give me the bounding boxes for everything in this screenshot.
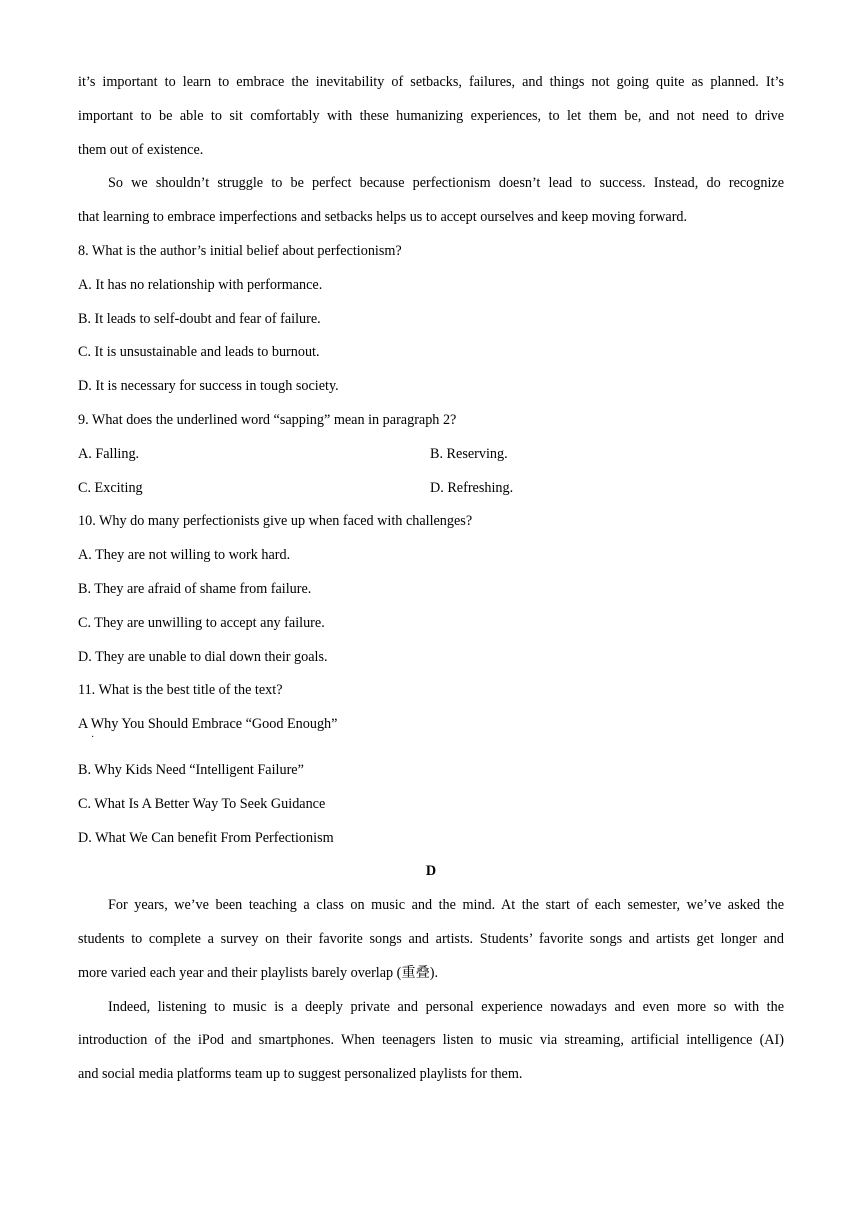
question-8 [78,235,784,404]
question-9 [78,404,784,505]
passage-d-paragraph-2 [78,991,784,1092]
passage-d-paragraph-1 [78,889,784,990]
option-a: A. It has no relationship with performance. [78,276,323,293]
text-line: For years, we’ve been teaching a class on music and the mind. At the start of each semester, we’ve asked the [108,897,784,914]
option-c: C. It is unsustainable and leads to burnout. [78,344,320,361]
option-c: C. Exciting [78,479,143,496]
option-b: B. They are afraid of shame from failure. [78,580,312,597]
option-b: B. Why Kids Need “Intelligent Failure” [78,761,304,778]
option-c: C. What Is A Better Way To Seek Guidance [78,795,326,812]
question-10 [78,505,784,674]
stray-dot-mark: · [91,732,95,743]
option-c: C. They are unwilling to accept any failure. [78,614,325,631]
text-line: Indeed, listening to music is a deeply private and personal experience nowadays and even more so with the [108,998,784,1015]
option-a: A. They are not willing to work hard. [78,547,291,564]
question-stem: 8. What is the author’s initial belief about perfectionism? [78,242,402,259]
passage-c-conclusion [78,167,784,235]
text-line: them out of existence. [78,141,204,158]
option-a: A. Falling. [78,445,140,462]
passage-c-paragraph-end [78,66,784,167]
option-d: D. It is necessary for success in tough society. [78,378,339,395]
question-stem: 9. What does the underlined word “sapping” mean in paragraph 2? [78,411,457,428]
text-line: and social media platforms team up to suggest personalized playlists for them. [78,1066,523,1083]
question-stem: 10. Why do many perfectionists give up when faced with challenges? [78,513,473,530]
option-d: D. What We Can benefit From Perfectionism [78,829,334,846]
text-line: introduction of the iPod and smartphones. When teenagers listen to music via streaming, artificial intelligence (AI) [78,1032,784,1049]
document-page [78,66,784,1092]
option-a: A Why You Should Embrace “Good Enough” [78,716,338,733]
question-stem: 11. What is the best title of the text? [78,682,283,699]
option-d: D. Refreshing. [430,479,514,496]
text-line: that learning to embrace imperfections and setbacks helps us to accept ourselves and keep moving forward. [78,209,688,226]
text-line: So we shouldn’t struggle to be perfect because perfectionism doesn’t lead to success. Instead, do recognize [108,175,784,192]
option-b: B. Reserving. [430,445,508,462]
section-heading: D [425,863,437,880]
text-line: more varied each year and their playlists barely overlap (重叠). [78,964,439,981]
option-b: B. It leads to self-doubt and fear of failure. [78,310,321,327]
option-row [78,472,784,506]
option-row [78,438,784,472]
text-line: students to complete a survey on their favorite songs and artists. Students’ favorite songs and artists get longer and [78,930,784,947]
text-line: important to be able to sit comfortably with these humanizing experiences, to let them be, and not need to drive [78,107,784,124]
question-11 [78,674,784,855]
text-line: it’s important to learn to embrace the inevitability of setbacks, failures, and things not going quite as planned. It’s [78,74,784,90]
option-d: D. They are unable to dial down their goals. [78,648,328,665]
